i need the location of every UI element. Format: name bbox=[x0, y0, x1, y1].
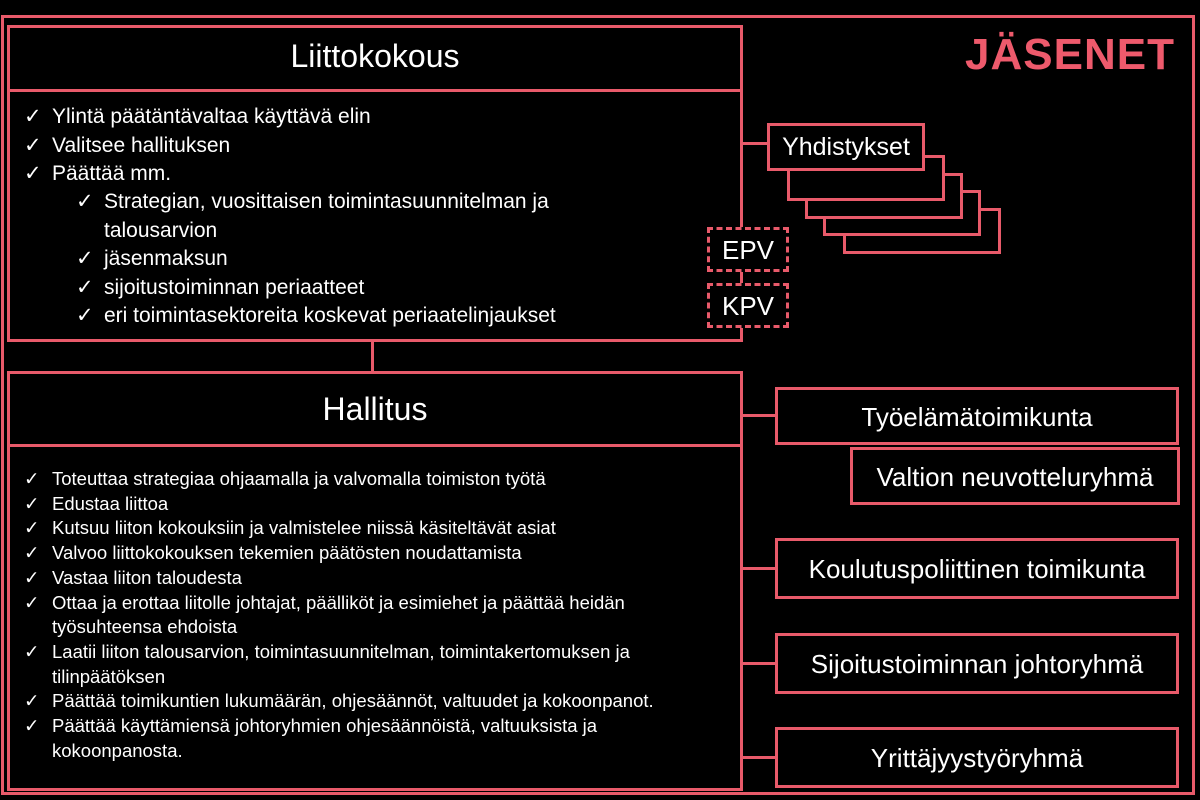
committee-label: Koulutuspoliittinen toimikunta bbox=[808, 554, 1146, 584]
connector-line bbox=[743, 662, 776, 665]
kpv-box: KPV bbox=[707, 283, 789, 328]
check-icon: ✓ bbox=[76, 247, 94, 270]
check-icon: ✓ bbox=[24, 492, 40, 514]
list-item: ✓ Laatii liiton talousarvion, toimintasuunnitelman, toimintakertomuksen ja tilinpäätöksen bbox=[24, 640, 630, 687]
check-icon: ✓ bbox=[24, 542, 40, 564]
committee-box-tyoelama bbox=[775, 387, 1179, 445]
liittokokous-title: Liittokokous bbox=[290, 38, 460, 74]
committee-box-sijoitus bbox=[775, 633, 1179, 694]
check-icon: ✓ bbox=[24, 566, 40, 588]
list-item: ✓ sijoitustoiminnan periaatteet bbox=[76, 274, 636, 303]
list-item: ✓ Ottaa ja erottaa liitolle johtajat, päälliköt ja esimiehet ja päättää heidän työsuhteensa ehdoista bbox=[24, 591, 625, 638]
check-icon: ✓ bbox=[24, 690, 40, 712]
committee-label: Sijoitustoiminnan johtoryhmä bbox=[810, 649, 1144, 679]
connector-line bbox=[743, 756, 776, 759]
connector-line bbox=[743, 414, 776, 417]
list-item: ✓ Strategian, vuosittaisen toimintasuunnitelman ja talousarvion bbox=[76, 190, 549, 242]
check-icon: ✓ bbox=[24, 162, 42, 185]
check-icon: ✓ bbox=[24, 640, 40, 662]
list-item: ✓ Edustaa liittoa bbox=[24, 492, 729, 517]
list-item: ✓ jäsenmaksun bbox=[76, 245, 636, 274]
connector-line bbox=[743, 142, 768, 145]
liittokokous-list bbox=[24, 103, 704, 189]
committee-label: Työelämätoimikunta bbox=[861, 402, 1093, 432]
list-item: ✓ Valvoo liittokokouksen tekemien päätösten noudattamista bbox=[24, 541, 729, 566]
list-item: ✓ Toteuttaa strategiaa ohjaamalla ja valvomalla toimiston työtä bbox=[24, 467, 729, 492]
committee-label: Valtion neuvotteluryhmä bbox=[876, 462, 1154, 492]
committee-box-yrittajyys bbox=[775, 727, 1179, 788]
check-icon: ✓ bbox=[24, 105, 42, 128]
list-item: ✓ Valitsee hallituksen bbox=[24, 132, 704, 161]
list-item: ✓ Vastaa liiton taloudesta bbox=[24, 566, 729, 591]
list-item: ✓ Päättää käyttämiensä johtoryhmien ohjesäännöistä, valtuuksista ja kokoonpanosta. bbox=[24, 715, 598, 761]
hallitus-list bbox=[24, 467, 729, 763]
connector-line bbox=[743, 567, 776, 570]
check-icon: ✓ bbox=[24, 468, 40, 489]
check-icon: ✓ bbox=[24, 133, 42, 157]
list-item: ✓ eri toimintasektoreita koskevat periaatelinjaukset bbox=[76, 302, 636, 331]
list-item: ✓ Päättää toimikuntien lukumäärän, ohjesäännöt, valtuudet ja kokoonpanot. bbox=[24, 689, 729, 714]
list-item: ✓ Päättää mm. bbox=[24, 160, 704, 189]
committee-box-koulutus bbox=[775, 538, 1179, 599]
committee-box-valtion bbox=[850, 447, 1180, 505]
list-item: ✓ Kutsuu liiton kokouksiin ja valmistelee niissä käsiteltävät asiat bbox=[24, 516, 729, 541]
members-label: JÄSENET bbox=[965, 30, 1175, 79]
yhdistykset-label: Yhdistykset bbox=[782, 133, 910, 161]
list-item: ✓ Ylintä päätäntävaltaa käyttävä elin bbox=[24, 103, 704, 132]
connector-line bbox=[371, 342, 374, 372]
epv-box: EPV bbox=[707, 227, 789, 272]
check-icon: ✓ bbox=[76, 275, 94, 299]
check-icon: ✓ bbox=[76, 304, 94, 327]
hallitus-title: Hallitus bbox=[322, 391, 428, 427]
check-icon: ✓ bbox=[24, 715, 40, 737]
check-icon: ✓ bbox=[24, 591, 40, 613]
yhdistykset-box bbox=[767, 123, 925, 171]
committee-label: Yrittäjyystyöryhmä bbox=[870, 743, 1084, 773]
check-icon: ✓ bbox=[24, 517, 40, 539]
check-icon: ✓ bbox=[76, 190, 94, 213]
liittokokous-sublist bbox=[76, 188, 636, 331]
